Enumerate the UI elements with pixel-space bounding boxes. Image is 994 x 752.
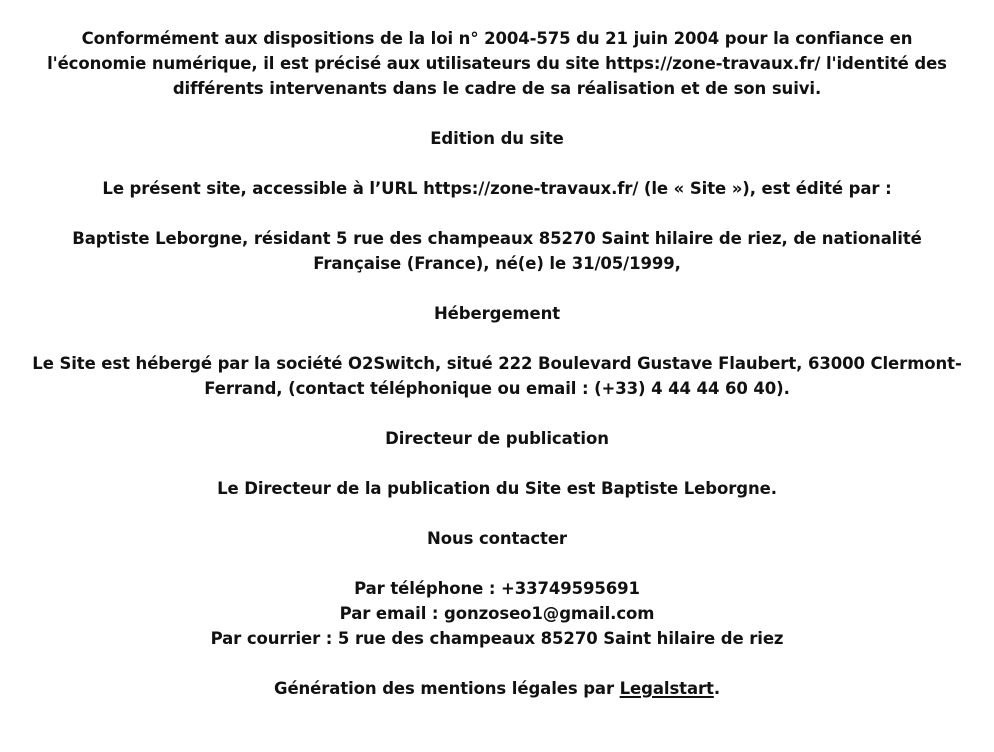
hosting-paragraph: Le Site est hébergé par la société O2Switch, situé 222 Boulevard Gustave Flaubert, 63000 Clermont-Ferrand, (contact téléphonique ou email : (+33) 4 44 44 60 40). [32, 354, 962, 398]
footer-credit [30, 676, 964, 701]
edition-paragraph: Le présent site, accessible à l’URL https://zone-travaux.fr/ (le « Site »), est édité par : [102, 179, 892, 198]
editor-identity-paragraph: Baptiste Leborgne, résidant 5 rue des champeaux 85270 Saint hilaire de riez, de nationalité Française (France), né(e) le 31/05/1999, [72, 229, 922, 273]
director-heading: Directeur de publication [385, 429, 609, 448]
contact-heading: Nous contacter [427, 529, 567, 548]
footer-prefix: Génération des mentions légales par [274, 679, 620, 698]
contact-block [30, 576, 964, 651]
contact-phone: Par téléphone : +33749595691 [354, 579, 640, 598]
legalstart-link[interactable]: Legalstart [619, 679, 714, 698]
intro-paragraph: Conformément aux dispositions de la loi n° 2004-575 du 21 juin 2004 pour la confiance en l'économie numérique, il est précisé aux utilisateurs du site https://zone-travaux.fr/ l'identité des différents intervenants dans le cadre de sa réalisation et de son suivi. [47, 29, 947, 98]
hosting-heading: Hébergement [433, 304, 561, 323]
contact-email: Par email : gonzoseo1@gmail.com [339, 604, 655, 623]
director-paragraph: Le Directeur de la publication du Site est Baptiste Leborgne. [217, 479, 777, 498]
edition-heading: Edition du site [430, 129, 564, 148]
footer-suffix: . [713, 679, 720, 698]
contact-mail: Par courrier : 5 rue des champeaux 85270 Saint hilaire de riez [210, 629, 784, 648]
